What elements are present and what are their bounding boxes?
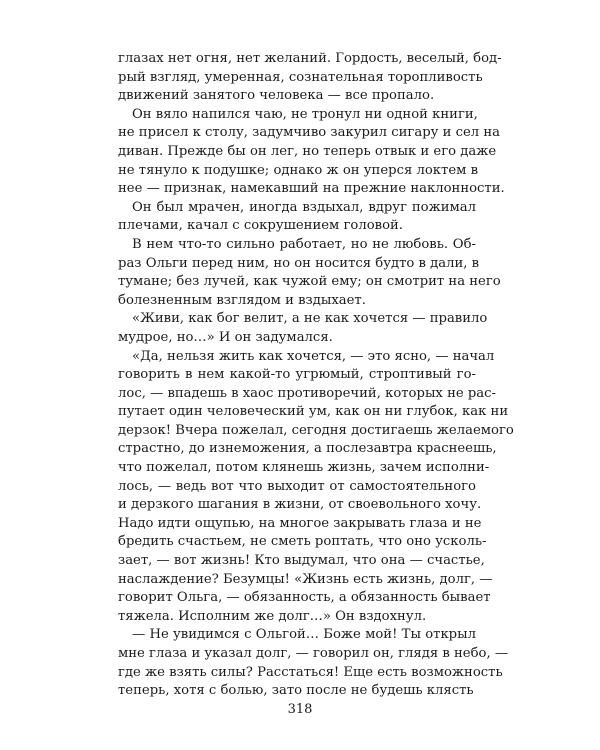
text-line: говорить в нем какой-то угрюмый, строптивый го- [118,367,476,383]
text-line: «Живи, как бог велит, а не как хочется — правило [132,311,488,327]
paragraph [118,106,505,199]
text-line: дерзок! Вчера пожелал, сегодня достигаешь желаемого [118,422,514,438]
text-line: Надо идти ощупью, на многое закрывать глаза и не [118,515,482,531]
text-line: диван. Прежде бы он лег, но теперь отвык и его даже [118,143,497,159]
paragraph [118,50,502,106]
text-line: нее — признак, намекавший на прежние наклонности. [118,181,505,197]
text-line: лос, — впадешь в хаос противоречий, которых не рас- [118,385,496,401]
text-line: наслаждение? Безумцы! «Жизнь есть жизнь, долг, — [118,571,493,587]
paragraph [118,348,514,627]
text-line: зает, — вот жизнь! Кто выдумал, что она — счастье, [118,553,485,569]
text-line: путает один человеческий ум, как он ни глубок, как ни [118,404,509,420]
paragraph [118,236,501,310]
text-line: глазах нет огня, нет желаний. Гордость, веселый, бод- [118,51,502,66]
text-line: — Не увидимся с Ольгой… Боже мой! Ты открыл [132,627,476,643]
text-line: и дерзкого шагания в жизни, от своевольного хочу. [118,497,482,513]
text-line: не присел к столу, задумчиво закурил сигару и сел на [118,125,500,141]
text-line: раз Ольги перед ним, но он носится будто в дали, в [118,255,480,271]
text-line: лось, — ведь вот что выходит от самостоятельного [118,478,476,494]
page-number: 318 [287,702,313,717]
text-line: движений занятого человека — все пропало. [118,88,435,104]
paragraph [118,199,476,236]
text-line: рый взгляд, умеренная, сознательная торопливость [118,69,483,85]
text-line: тяжела. Исполним же долг…» Он вздохнул. [118,608,427,624]
text-line: не тянуло к подушке; однако ж он уперся локтем в [118,162,478,178]
paragraph [118,626,509,700]
body-text [118,50,514,701]
paragraph [118,310,488,347]
text-line: болезненным взглядом и вздыхает. [118,292,366,308]
text-line: страстно, до изнеможения, а послезавтра краснеешь, [118,441,497,457]
text-line: говорит Ольга, — обязанность, а обязанность бывает [118,590,491,606]
text-line: Он был мрачен, иногда вздыхал, вдруг пожимал [132,199,476,215]
text-line: «Да, нельзя жить как хочется, — это ясно, — начал [132,348,495,364]
text-line: тумане; без лучей, как чужой ему; он смотрит на него [118,274,501,290]
text-line: что пожелал, потом клянешь жизнь, зачем исполни- [118,460,490,476]
text-line: бредить счастьем, не сметь роптать, что оно усколь- [118,534,487,550]
text-line: плечами, качал с сокрушением головой. [118,218,403,234]
text-line: мне глаза и указал долг, — говорил он, глядя в небо, — [118,646,509,661]
text-line: где же взять силы? Расстаться! Еще есть возможность [118,664,503,680]
text-line: мудрое, но…» И он задумался. [118,329,333,345]
text-line: теперь, хотя с болью, зато после не будешь клясть [118,683,474,699]
text-line: В нем что-то сильно работает, но не любовь. Об- [132,236,476,252]
text-line: Он вяло напился чаю, не тронул ни одной книги, [132,106,478,122]
